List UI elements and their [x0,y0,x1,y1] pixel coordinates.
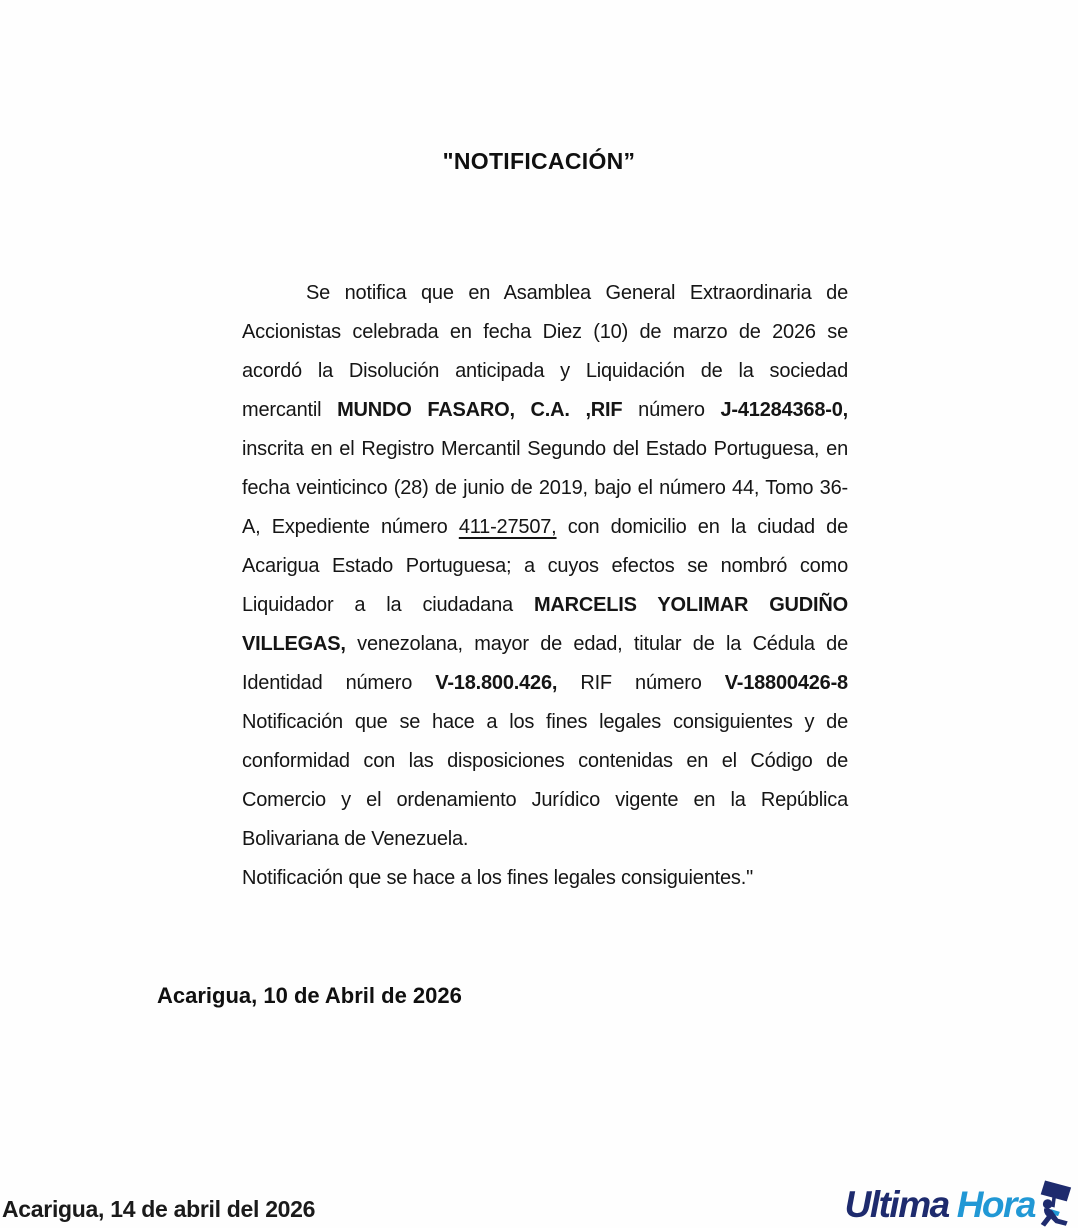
body-segment: MARCELIS YOLIMAR GUDIÑO VILLEGAS, [242,594,848,655]
closing-line: Notificación que se hace a los fines legales consiguientes." [242,867,753,889]
body-segment: 411-27507, [458,516,557,538]
logo-hora-text: Hora [956,1183,1035,1225]
signature-date: Acarigua, 10 de Abril de 2026 [157,983,462,1008]
publication-date: Acarigua, 14 de abril del 2026 [2,1196,316,1222]
document-body [242,274,848,898]
body-segment: J-41284368-0, [720,399,848,421]
newspaper-logo [845,1180,1072,1228]
document-title: "NOTIFICACIÓN” [442,148,636,174]
body-segment: número [622,399,721,421]
body-segment: MUNDO FASARO, C.A. ,RIF [337,399,623,421]
body-segment: V-18.800.426, [435,672,558,694]
body-segment: V-18800426-8 [724,672,848,694]
body-segment: venezolana, mayor de edad, titular de la Cédula de Identidad número [242,633,848,694]
body-segment: inscrita en el Registro Mercantil Segundo del Estado Portuguesa, en fecha veinticinco (28) de junio de 2019, bajo el número 44, Tomo 36-A, Expediente número [242,438,848,538]
body-segment: Notificación que se hace a los fines legales consiguientes y de conformidad con las disposiciones contenidas en el Código de Comercio y el ordenamiento Jurídico vigente en la República Bolivariana de Venezuela. [242,711,848,850]
body-segment: Se notifica que en Asamblea General Extraordinaria de Accionistas celebrada en fecha Diez (10) de marzo de 2026 se acordó la Disolución anticipada y Liquidación de la sociedad mercantil [242,282,848,421]
notice-paragraph [242,274,848,859]
newsboy-runner-icon [1032,1180,1072,1228]
body-segment: RIF número [557,672,725,694]
body-segment: con domicilio en la ciudad de Acarigua Estado Portuguesa; a cuyos efectos se nombró como Liquidador a la ciudadana [242,516,848,616]
logo-ultima-text: Ultima [844,1183,949,1225]
